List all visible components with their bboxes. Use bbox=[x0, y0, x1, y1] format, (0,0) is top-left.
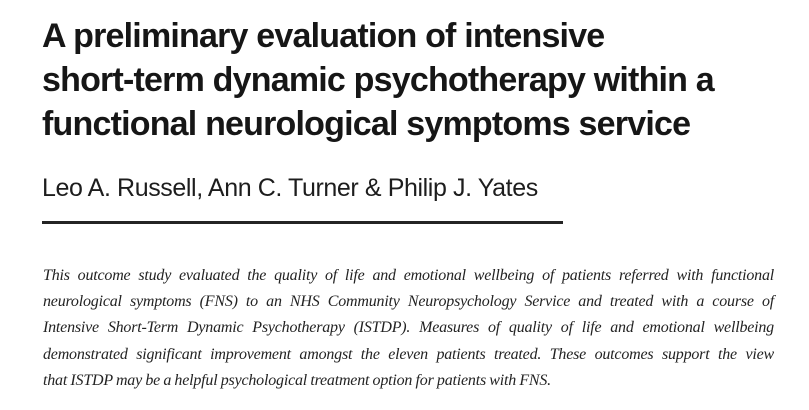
abstract-line-5: that ISTDP may be a helpful psychological treatment option for patients with FNS. bbox=[43, 371, 551, 389]
paper-title-line-1: A preliminary evaluation of intensive bbox=[42, 17, 605, 55]
paper-title bbox=[42, 14, 787, 146]
author-byline: Leo A. Russell, Ann C. Turner & Philip J. Yates bbox=[42, 174, 538, 202]
abstract-line-1: This outcome study evaluated the quality of life and emotional wellbeing of patients referred with functional bbox=[43, 267, 774, 284]
title-rule-divider bbox=[42, 221, 563, 224]
abstract-paragraph bbox=[43, 263, 774, 394]
paper-title-line-3: functional neurological symptoms service bbox=[42, 105, 691, 143]
abstract-line-3: Intensive Short-Term Dynamic Psychotherapy (ISTDP). Measures of quality of life and emotional wellbeing bbox=[43, 319, 774, 337]
abstract-line-4: demonstrated significant improvement amongst the eleven patients treated. These outcomes support the view bbox=[43, 345, 774, 363]
abstract-line-2: neurological symptoms (FNS) to an NHS Community Neuropsychology Service and treated with a course of bbox=[43, 293, 774, 311]
paper-title-line-2: short-term dynamic psychotherapy within a bbox=[42, 61, 714, 99]
